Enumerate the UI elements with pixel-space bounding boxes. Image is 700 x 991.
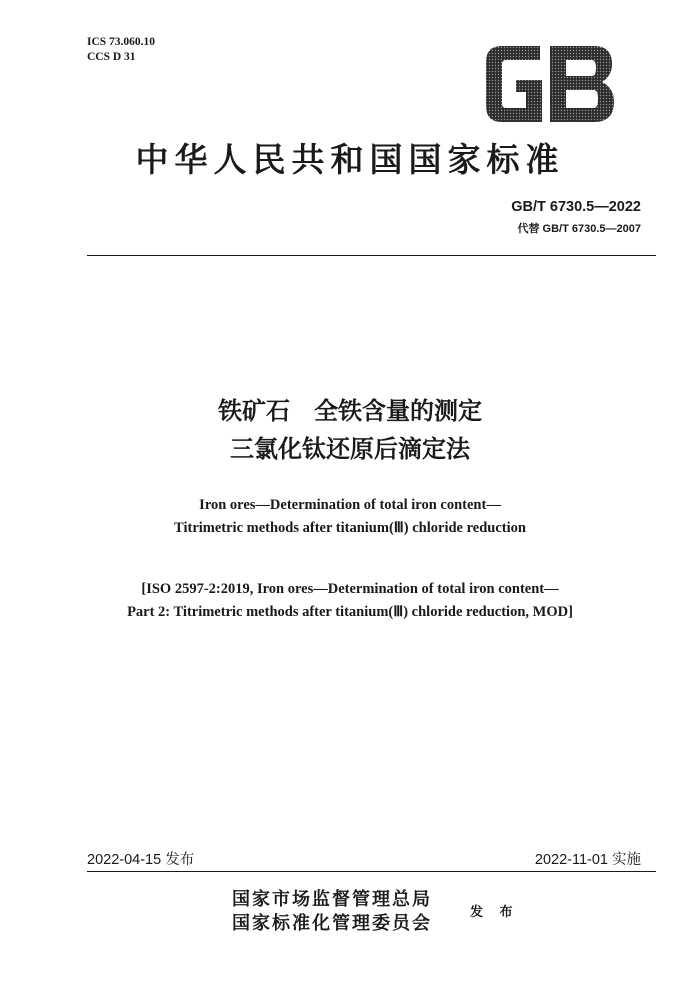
ics-code: ICS 73.060.10 (87, 36, 156, 48)
classification-codes (87, 35, 155, 65)
issuer-sac: 国家标准化管理委员会 (232, 913, 432, 934)
gb-logo (482, 40, 618, 128)
issuer-samr: 国家市场监督管理总局 (232, 889, 432, 910)
ccs-code: CCS D 31 (87, 51, 136, 63)
english-title-line2: Titrimetric methods after titanium(Ⅲ) chloride reduction (174, 520, 526, 536)
chinese-title-line2: 三氯化钛还原后滴定法 (230, 435, 470, 463)
english-title-line1: Iron ores—Determination of total iron content— (199, 497, 501, 513)
iso-reference-line1: [ISO 2597-2:2019, Iron ores—Determination of total iron content— (141, 581, 559, 597)
standard-number: GB/T 6730.5—2022 (511, 199, 641, 215)
implementation-date: 2022-11-01 实施 (534, 852, 641, 868)
replaces-note: 代替 GB/T 6730.5—2007 (517, 223, 641, 235)
chinese-title (0, 392, 700, 468)
chinese-title-line1: 铁矿石 全铁含量的测定 (218, 397, 482, 425)
national-standard-heading: 中华人民共和国国家标准 (135, 140, 565, 179)
english-title (0, 494, 700, 540)
iso-reference (0, 578, 700, 624)
publish-label: 发 布 (470, 905, 519, 920)
issuing-authorities (232, 888, 432, 936)
iso-reference-line2: Part 2: Titrimetric methods after titanium(Ⅲ) chloride reduction, MOD] (127, 604, 573, 620)
issue-date: 2022-04-15 发布 (87, 852, 195, 868)
footer-divider (87, 871, 656, 872)
header-divider (87, 255, 656, 256)
